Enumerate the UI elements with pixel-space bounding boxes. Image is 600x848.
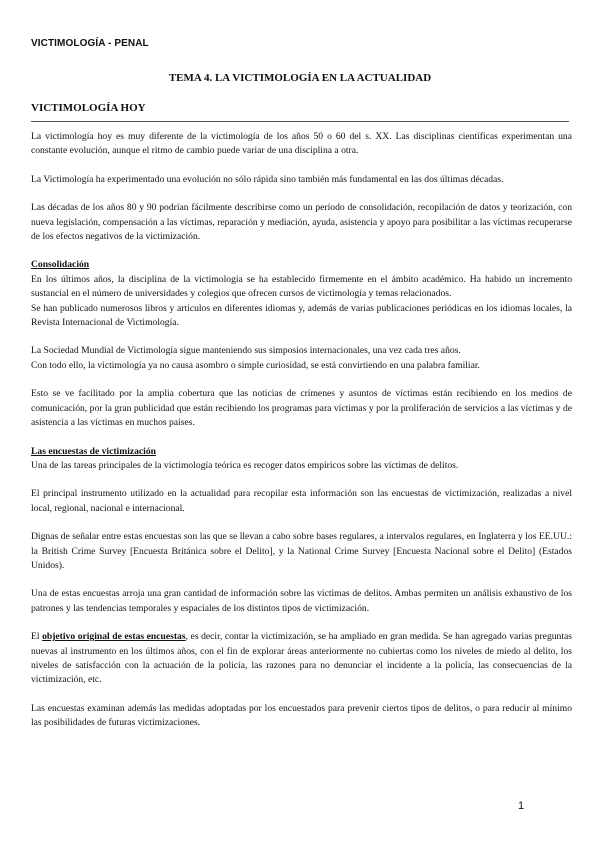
paragraph: Las décadas de los años 80 y 90 podrían fácilmente describirse como un período de consolidación, recopilación de datos y teorización, con nueva legislación, compensación a las víctimas, reparación y mediación, ayuda, asistencia y apoyo para posibilitar a las víctimas recuperarse de los efectos negativos de la victimización. [31, 202, 572, 243]
paragraph: Dignas de señalar entre estas encuestas son las que se llevan a cabo sobre bases regulares, a intervalos regulares, en Inglaterra y los EE.UU.: la British Crime Survey [Encuesta Británica sobre el Delito], y la National Crime Survey [Encuesta Nacional sobre el Delito] (Estados Unidos). [31, 531, 572, 571]
section-title: VICTIMOLOGÍA HOY [31, 102, 146, 114]
running-header: VICTIMOLOGÍA - PENAL [31, 38, 149, 49]
paragraph: Las encuestas examinan además las medidas adoptadas por los encuestados para prevenir ciertos tipos de delitos, o para reducir al mínimo las posibilidades de futuras victimizaciones. [31, 702, 572, 729]
page-number: 1 [518, 800, 525, 812]
paragraph: Se han publicado numerosos libros y artículos en diferentes idiomas y, además de varias publicaciones periódicas en los idiomas locales, la Revista Internacional de Victimología. [31, 302, 572, 329]
paragraph-rest: , es decir, contar la victimización, se ha ampliado en gran medida. Se han agregado varias preguntas nuevas al instrumento en los últimos años, con el fin de explorar áreas anteriormente no cubiertas como los niveles de miedo al delito, los niveles de satisfacción con la actuación de la policía, las razones para no denunciar el incidente a la policía, las consecuencias de la victimización, etc. [31, 631, 572, 686]
chapter-title: TEMA 4. LA VICTIMOLOGÍA EN LA ACTUALIDAD [168, 72, 432, 84]
paragraph: El principal instrumento utilizado en la actualidad para recopilar esta información son las encuestas de victimización, realizadas a nivel local, regional, nacional e internacional. [31, 488, 572, 514]
paragraph: Esto se ve facilitado por la amplia cobertura que las noticias de crímenes y asuntos de víctimas están recibiendo en los medios de comunicación, por la gran publicidad que están recibiendo los programas para víctimas y por la proliferación de servicios a las víctimas y de asistencia a las víctimas en muchos países. [31, 388, 572, 429]
paragraph: Una de las tareas principales de la victimología teórica es recoger datos empíricos sobre las víctimas de delitos. [31, 459, 459, 471]
paragraph-lead: El [31, 631, 43, 643]
paragraph: La Sociedad Mundial de Victimología sigue manteniendo sus simposios internacionales, una vez cada tres años. [31, 345, 461, 357]
paragraph: La victimología hoy es muy diferente de la victimología de los años 50 o 60 del s. XX. Las disciplinas científicas experimentan una constante evolución, aunque el ritmo de cambio puede variar de una disciplina a otra. [31, 131, 572, 157]
paragraph: Una de estas encuestas arroja una gran cantidad de información sobre las víctimas de delitos. Ambas permiten un análisis exhaustivo de los patrones y las tendencias temporales y espaciales de los distintos tipos de victimización. [31, 588, 572, 614]
paragraph: Con todo ello, la victimología ya no causa asombro o simple curiosidad, se está convirtiendo en una palabra familiar. [31, 359, 480, 371]
bold-phrase: objetivo original de estas encuestas [42, 631, 186, 643]
paragraph [31, 630, 572, 688]
paragraph: En los últimos años, la disciplina de la victimología se ha establecido firmemente en el ámbito académico. Ha habido un incremento sustancial en el número de universidades y colegios que ofrecen cursos de victimología y temas relacionados. [31, 273, 572, 300]
paragraph: La Victimología ha experimentado una evolución no sólo rápida sino también más fundamental en las dos últimas décadas. [31, 173, 504, 185]
document-body [31, 130, 572, 745]
subheading-consolidacion: Consolidación [31, 259, 90, 271]
subheading-encuestas: Las encuestas de victimización [31, 445, 156, 457]
section-divider [31, 121, 569, 122]
